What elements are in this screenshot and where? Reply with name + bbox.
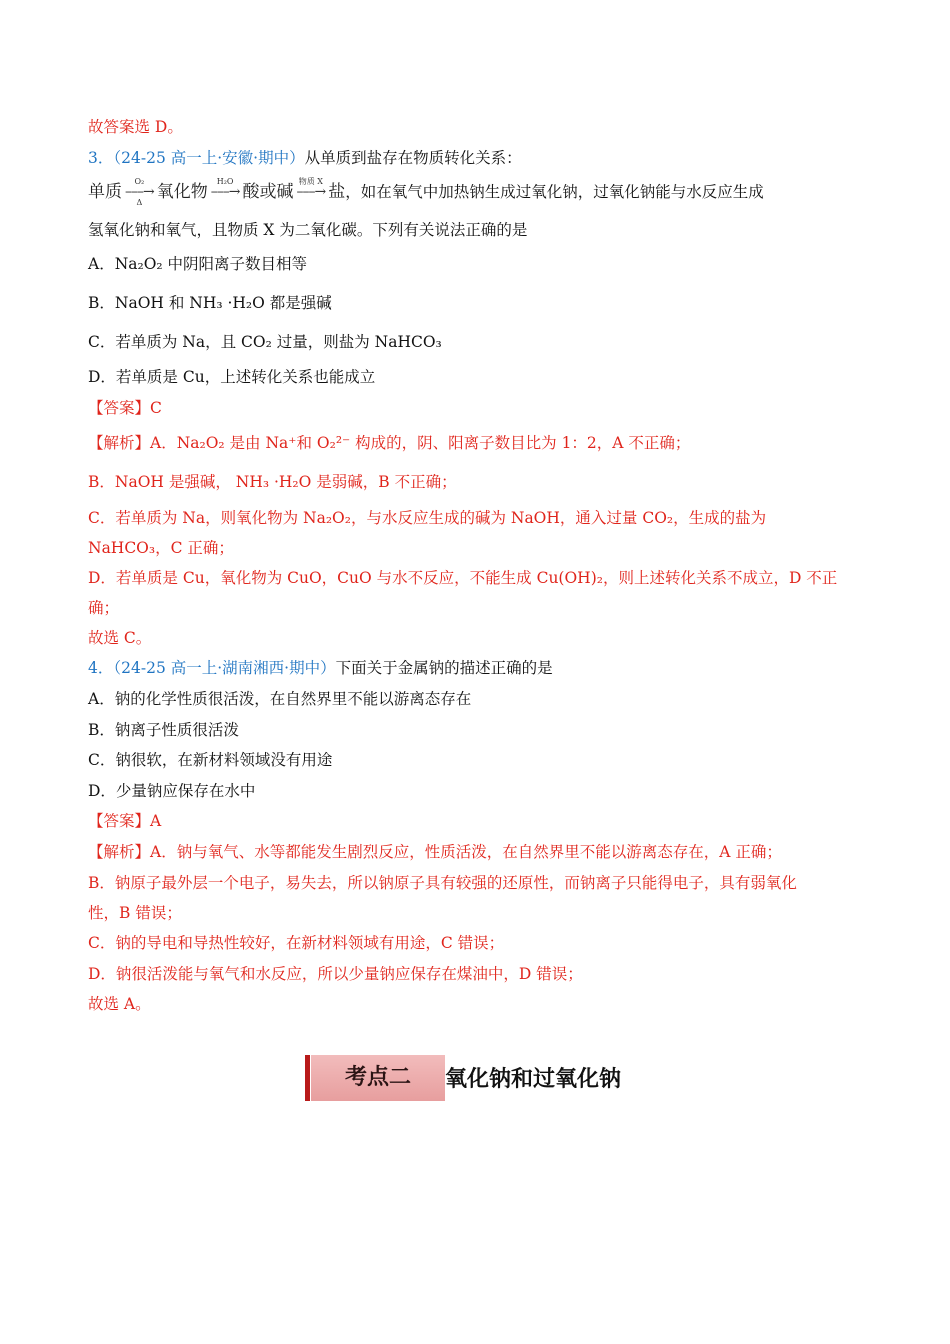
q4-source: （24-25 高一上·湖南湘西·期中） bbox=[113, 659, 336, 677]
section-title: 氧化钠和过氧化钠 bbox=[445, 1067, 622, 1092]
q4-stem: 下面关于金属钠的描述正确的是 bbox=[335, 659, 553, 677]
q4-option-b: B．钠离子性质很活泼 bbox=[88, 721, 239, 739]
q3-analysis-d-cont: 确； bbox=[88, 599, 120, 617]
q4-answer: 【答案】A bbox=[88, 812, 162, 830]
prev-conclusion: 故答案选 D。 bbox=[88, 118, 183, 136]
section-tag: 考点二 bbox=[311, 1055, 445, 1101]
q4-analysis-a: 【解析】A．钠与氧气、水等都能发生剧烈反应，性质活泼，在自然界里不能以游离态存在，A 正确； bbox=[88, 843, 782, 861]
q4-analysis-c: C．钠的导电和导热性较好，在新材料领域有用途，C 错误； bbox=[88, 934, 505, 952]
chain-arrow-1-top: O₂ bbox=[134, 177, 145, 186]
q3-option-a: A．Na₂O₂ 中阴阳离子数目相等 bbox=[88, 255, 308, 273]
q3-number: 3． bbox=[88, 149, 114, 167]
q3-conclusion: 故选 C。 bbox=[88, 629, 152, 647]
chain-arrow-3-top: 物质 X bbox=[298, 177, 323, 186]
q3-analysis-c-cont: NaHCO₃，C 正确； bbox=[88, 539, 234, 557]
q3-analysis-a: 【解析】A．Na₂O₂ 是由 Na⁺和 O₂²⁻ 构成的，阴、阳离子数目比为 1：2，A 不正确； bbox=[88, 434, 691, 452]
chain-arrow-2-top: H₂O bbox=[216, 177, 234, 186]
q4-analysis-b: B．钠原子最外层一个电子，易失去，所以钠原子具有较强的还原性，而钠离子只能得电子，具有弱氧化 bbox=[88, 874, 797, 892]
chain-node-acid-base: 酸或碱 bbox=[242, 182, 294, 202]
q3-stem-after-chain: ，如在氧气中加热钠生成过氧化钠，过氧化钠能与水反应生成 bbox=[345, 183, 764, 201]
right-arrow-icon: –––→ bbox=[210, 184, 240, 200]
chain-node-salt: 盐 bbox=[328, 182, 346, 202]
chain-arrow-3 bbox=[296, 177, 325, 207]
q3-analysis-d: D．若单质是 Cu，氧化物为 CuO，CuO 与水不反应，不能生成 Cu(OH)₂，则上述转化关系不成立，D 不正 bbox=[88, 569, 838, 587]
q3-option-b: B．NaOH 和 NH₃ ·H₂O 都是强碱 bbox=[88, 294, 332, 312]
q4-conclusion: 故选 A。 bbox=[88, 995, 151, 1013]
q4-option-c: C．钠很软，在新材料领域没有用途 bbox=[88, 751, 333, 769]
q3-option-d: D．若单质是 Cu，上述转化关系也能成立 bbox=[88, 368, 376, 386]
q4-option-a: A．钠的化学性质很活泼，在自然界里不能以游离态存在 bbox=[88, 690, 472, 708]
section-heading bbox=[305, 1055, 655, 1101]
chain-arrow-1-bottom: Δ bbox=[136, 198, 143, 207]
q3-option-c: C．若单质为 Na，且 CO₂ 过量，则盐为 NaHCO₃ bbox=[88, 333, 442, 351]
q3-analysis-b: B．NaOH 是强碱， NH₃ ·H₂O 是弱碱，B 不正确； bbox=[88, 473, 457, 491]
q4-option-d: D．少量钠应保存在水中 bbox=[88, 782, 256, 800]
chain-arrow-2 bbox=[211, 177, 240, 207]
section-accent-bar bbox=[305, 1055, 310, 1101]
right-arrow-icon: –––→ bbox=[125, 184, 154, 200]
chain-node-oxide: 氧化物 bbox=[156, 182, 208, 202]
q3-heading bbox=[88, 147, 870, 169]
q4-number: 4． bbox=[88, 659, 114, 677]
q4-analysis-b-cont: 性，B 错误； bbox=[88, 904, 182, 922]
q3-analysis-c: C．若单质为 Na，则氧化物为 Na₂O₂，与水反应生成的碱为 NaOH，通入过量 CO₂，生成的盐为 bbox=[88, 509, 767, 527]
q3-stem-intro: 从单质到盐存在物质转化关系： bbox=[304, 149, 522, 167]
q4-heading bbox=[88, 657, 870, 679]
q4-analysis-d: D．钠很活泼能与氧气和水反应，所以少量钠应保存在煤油中，D 错误； bbox=[88, 965, 583, 983]
conversion-chain bbox=[88, 177, 345, 207]
chain-arrow-1 bbox=[125, 177, 154, 207]
chain-node-element: 单质 bbox=[88, 182, 122, 202]
q3-source: （24-25 高一上·安徽·期中） bbox=[113, 149, 305, 167]
q3-chain-line bbox=[88, 177, 870, 207]
q3-answer: 【答案】C bbox=[88, 399, 162, 417]
right-arrow-icon: –––→ bbox=[296, 184, 326, 200]
q3-stem-line3: 氢氧化钠和氧气，且物质 X 为二氧化碳。下列有关说法正确的是 bbox=[88, 221, 528, 239]
